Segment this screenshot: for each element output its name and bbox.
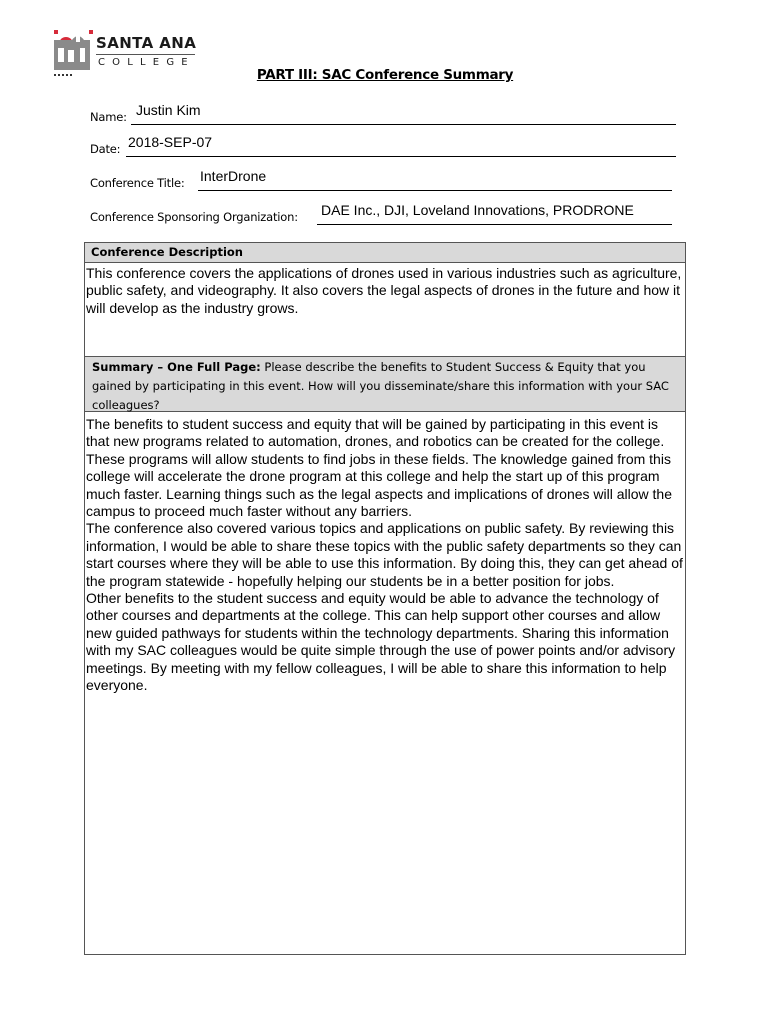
conference-title-value[interactable]: InterDrone bbox=[200, 168, 267, 184]
conference-title-field bbox=[90, 164, 672, 190]
conference-description-text[interactable]: This conference covers the applications of drones used in various industries such as agriculture, public safety, and videography. It also covers the legal aspects of drones in the future and how it will develop as the industry grows. bbox=[86, 265, 682, 316]
summary-paragraph: The conference also covered various topics and applications on public safety. By reviewing this information, I would be able to share these topics with the public safety departments so they can start courses where they will be able to use this information. By doing this, they can get ahead of the program statewide - hopefully helping our students be in a better position for jobs. bbox=[86, 520, 683, 589]
conference-description-header: Conference Description bbox=[85, 243, 685, 263]
summary-header bbox=[85, 356, 685, 412]
page-title: PART III: SAC Conference Summary bbox=[256, 67, 514, 83]
sponsoring-organization-field bbox=[90, 198, 672, 224]
name-field bbox=[90, 98, 676, 124]
date-underline bbox=[126, 156, 676, 157]
sponsoring-organization-underline bbox=[317, 224, 672, 225]
name-label: Name: bbox=[90, 110, 127, 124]
summary-text[interactable] bbox=[85, 416, 685, 695]
conference-form-table bbox=[84, 242, 686, 955]
name-value[interactable]: Justin Kim bbox=[136, 102, 201, 118]
logo-text-santa-ana: SANTA ANA bbox=[96, 34, 197, 52]
date-label: Date: bbox=[90, 142, 121, 156]
logo-text-college: COLLEGE bbox=[98, 57, 195, 68]
sponsoring-organization-label: Conference Sponsoring Organization: bbox=[90, 210, 298, 224]
date-value[interactable]: 2018-SEP-07 bbox=[128, 134, 213, 150]
conference-title-underline bbox=[198, 190, 672, 191]
summary-header-bold: Summary – One Full Page: bbox=[92, 360, 261, 374]
logo-divider bbox=[96, 54, 195, 55]
summary-paragraph: The benefits to student success and equity that will be gained by participating in this event is that new programs related to automation, drones, and robotics can be created for the college. These programs will allow students to find jobs in these fields. The knowledge gained from this college will accelerate the drone program at this college and help the start up of this program much faster. Learning things such as the legal aspects and implications of drones will allow the campus to proceed much faster without any barriers. bbox=[86, 416, 672, 520]
date-field bbox=[90, 130, 676, 156]
sponsoring-organization-value[interactable]: DAE Inc., DJI, Loveland Innovations, PRODRONE bbox=[321, 202, 634, 218]
conference-title-label: Conference Title: bbox=[90, 176, 185, 190]
summary-header-prompt: Please describe the benefits to Student Success & Equity that you gained by participating in this event. How will you disseminate/share this information with your SAC colleagues? bbox=[92, 360, 669, 412]
name-underline bbox=[131, 124, 676, 125]
summary-paragraph: Other benefits to the student success and equity would be able to advance the technology of other courses and departments at the college. This can help support other courses and allow new guided pathways for students within the technology departments. Sharing this information with my SAC colleagues would be quite simple through the use of power points and/or advisory meetings. By meeting with my fellow colleagues, I will be able to share this information to help everyone. bbox=[86, 590, 676, 694]
